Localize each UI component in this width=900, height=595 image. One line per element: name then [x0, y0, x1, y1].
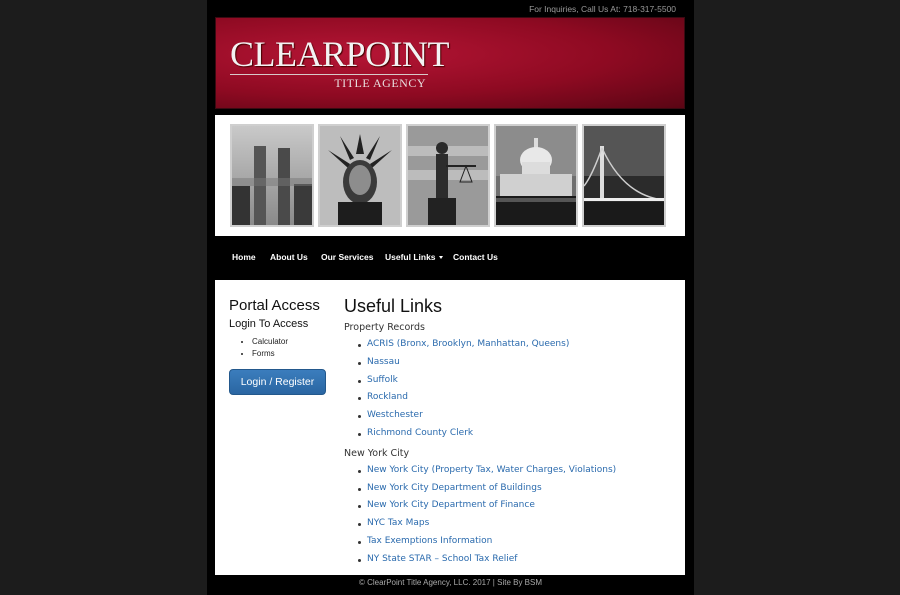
logo[interactable] — [230, 36, 449, 91]
list-item — [344, 336, 674, 354]
logo-main-text: CLEARPOINT — [230, 34, 449, 74]
logo-rule — [230, 74, 428, 75]
nav-home[interactable]: Home — [232, 252, 256, 262]
chevron-down-icon — [439, 256, 443, 259]
property-records-list — [344, 336, 674, 443]
useful-links-section — [344, 296, 674, 569]
portal-title: Portal Access — [229, 297, 320, 314]
header-banner — [215, 17, 685, 109]
bridge-photo — [582, 124, 666, 227]
link-nyc-dept-finance[interactable]: New York City Department of Finance — [367, 500, 535, 511]
link-nyc-property-tax[interactable]: New York City (Property Tax, Water Charges, Violations) — [367, 464, 617, 475]
page-container — [207, 0, 694, 595]
portal-item-forms: • Forms — [252, 348, 334, 360]
link-richmond-county-clerk[interactable]: Richmond County Clerk — [367, 427, 474, 438]
link-nyc-dept-buildings[interactable]: New York City Department of Buildings — [367, 482, 542, 493]
section-title-new-york-city: New York City — [344, 447, 410, 459]
link-nassau[interactable]: Nassau — [367, 356, 400, 367]
portal-list — [229, 336, 334, 360]
nav-contact-us[interactable]: Contact Us — [453, 252, 498, 262]
login-register-button[interactable]: Login / Register — [229, 369, 326, 395]
capitol-building-photo — [494, 124, 578, 227]
nav-about-us[interactable]: About Us — [270, 252, 308, 262]
photo-gallery — [215, 115, 685, 236]
new-york-city-list — [344, 462, 674, 569]
portal-subtitle: Login To Access — [229, 318, 309, 330]
nav-our-services[interactable]: Our Services — [321, 252, 374, 262]
link-westchester[interactable]: Westchester — [367, 410, 423, 421]
list-item — [344, 533, 674, 551]
link-ny-state-star[interactable]: NY State STAR – School Tax Relief — [367, 553, 518, 564]
page-title: Useful Links — [344, 296, 443, 316]
list-item — [344, 407, 674, 425]
list-item — [344, 425, 674, 443]
list-item — [344, 462, 674, 480]
link-nyc-tax-maps[interactable]: NYC Tax Maps — [367, 518, 430, 529]
footer-text: © ClearPoint Title Agency, LLC. 2017 | Site By BSM — [358, 578, 543, 587]
portal-sidebar — [229, 297, 334, 395]
list-item — [344, 480, 674, 498]
list-item — [344, 551, 674, 569]
nav-useful-links[interactable] — [385, 252, 443, 262]
inquiry-text: For Inquiries, Call Us At: 718-317-5500 — [529, 4, 676, 14]
list-item — [344, 389, 674, 407]
link-acris[interactable]: ACRIS (Bronx, Brooklyn, Manhattan, Queens) — [367, 339, 570, 349]
link-suffolk[interactable]: Suffolk — [367, 374, 398, 385]
list-item — [344, 515, 674, 533]
list-item — [344, 354, 674, 372]
lady-justice-photo — [406, 124, 490, 227]
statue-of-liberty-photo — [318, 124, 402, 227]
twin-towers-photo — [230, 124, 314, 227]
nav-useful-links-label: Useful Links — [385, 252, 436, 262]
section-title-property-records: Property Records — [344, 322, 425, 333]
content-panel — [215, 280, 685, 575]
link-tax-exemptions[interactable]: Tax Exemptions Information — [367, 535, 493, 546]
list-item — [344, 497, 674, 515]
logo-sub-text: TITLE AGENCY — [334, 76, 426, 90]
portal-item-calculator: • Calculator — [252, 336, 334, 348]
link-rockland[interactable]: Rockland — [367, 392, 408, 403]
list-item — [344, 372, 674, 390]
main-nav — [215, 244, 685, 274]
